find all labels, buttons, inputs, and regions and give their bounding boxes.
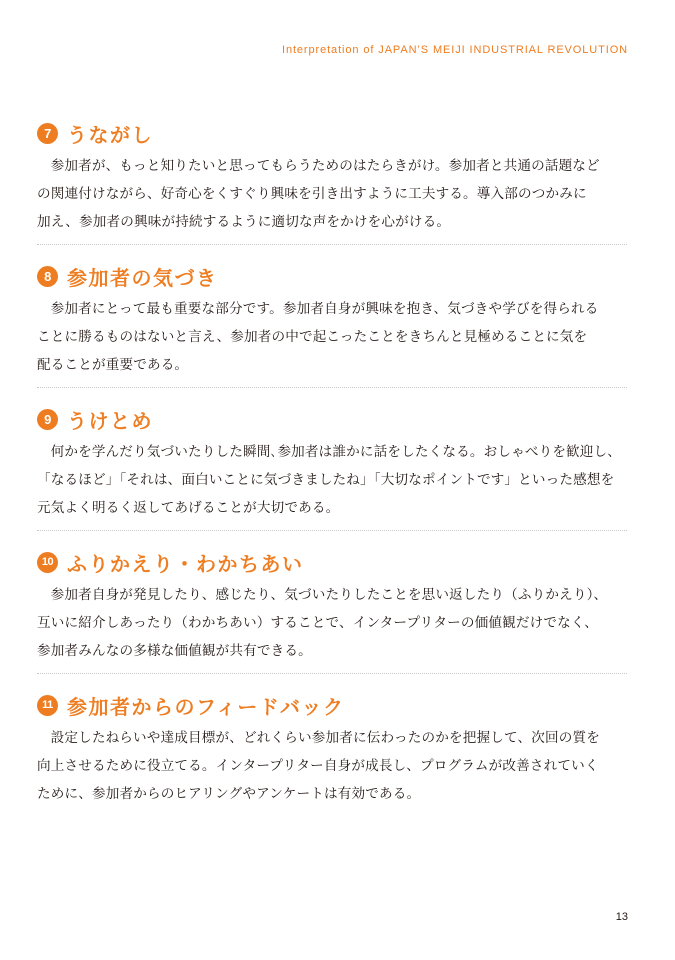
page-number: 13 [615, 911, 628, 923]
section-10 [37, 547, 627, 665]
section-body [37, 152, 627, 236]
section-title: うながし [67, 122, 153, 147]
section-body [37, 295, 627, 379]
body-line: 元気よく明るく返してあげることが大切である。 [37, 500, 340, 516]
dotted-separator [37, 673, 627, 674]
section-title: ふりかえり・わかちあい [67, 551, 304, 576]
section-heading [37, 690, 627, 720]
body-line: 加え、参加者の興味が持続するように適切な声をかけを心がける。 [37, 214, 451, 230]
section-7 [37, 118, 627, 236]
section-heading [37, 404, 627, 434]
section-heading [37, 547, 627, 577]
body-line: 参加者自身が発見したり、感じたり、気づいたりしたことを思い返したり（ふりかえり）、 [50, 587, 608, 603]
section-title: うけとめ [67, 408, 153, 433]
section-number-badge: 9 [37, 409, 58, 430]
section-body [37, 724, 627, 808]
body-line: 設定したねらいや達成目標が、どれくらい参加者に伝わったのかを把握して、次回の質を [50, 730, 600, 746]
section-heading [37, 118, 627, 148]
body-line: 向上させるために役立てる。インタープリター自身が成長し、プログラムが改善されていく [37, 758, 599, 774]
section-number-badge: 11 [37, 695, 58, 716]
dotted-separator [37, 387, 627, 388]
section-body [37, 438, 627, 522]
running-header: Interpretation of JAPAN’S MEIJI INDUSTRIAL REVOLUTION [281, 44, 628, 56]
section-9 [37, 404, 627, 522]
section-number-badge: 10 [37, 552, 58, 573]
body-line: ことに勝るものはないと言え、参加者の中で起こったことをきちんと見極めることに気を [37, 329, 588, 345]
body-line: ために、参加者からのヒアリングやアンケートは有効である。 [37, 786, 421, 802]
body-line: 「なるほど」「それは、面白いことに気づきましたね」「大切なポイントです」といった感想を [37, 472, 615, 488]
body-line: 参加者にとって最も重要な部分です。参加者自身が興味を抱き、気づきや学びを得られる [50, 301, 599, 317]
dotted-separator [37, 530, 627, 531]
body-line: 互いに紹介しあったり（わかちあい）することで、インタープリターの価値観だけでなく、 [37, 615, 599, 631]
section-body [37, 581, 627, 665]
body-line: 何かを学んだり気づいたりした瞬間､参加者は誰かに話をしたくなる。おしゃべりを歓迎し、 [50, 444, 622, 460]
section-title: 参加者からのフィードバック [67, 694, 345, 719]
section-number-badge: 7 [37, 123, 58, 144]
section-heading [37, 261, 627, 291]
body-line: 参加者みんなの多様な価値観が共有できる。 [37, 643, 312, 659]
body-line: 配ることが重要である。 [37, 357, 189, 373]
section-number-badge: 8 [37, 266, 58, 287]
sections-container [37, 118, 627, 808]
dotted-separator [37, 244, 627, 245]
section-title: 参加者の気づき [67, 265, 218, 290]
body-line: 参加者が、もっと知りたいと思ってもらうためのはたらきがけ。参加者と共通の話題など [50, 158, 600, 174]
section-11 [37, 690, 627, 808]
section-8 [37, 261, 627, 379]
body-line: の関連付けながら、好奇心をくすぐり興味を引き出すように工夫する。導入部のつかみに [37, 186, 587, 202]
